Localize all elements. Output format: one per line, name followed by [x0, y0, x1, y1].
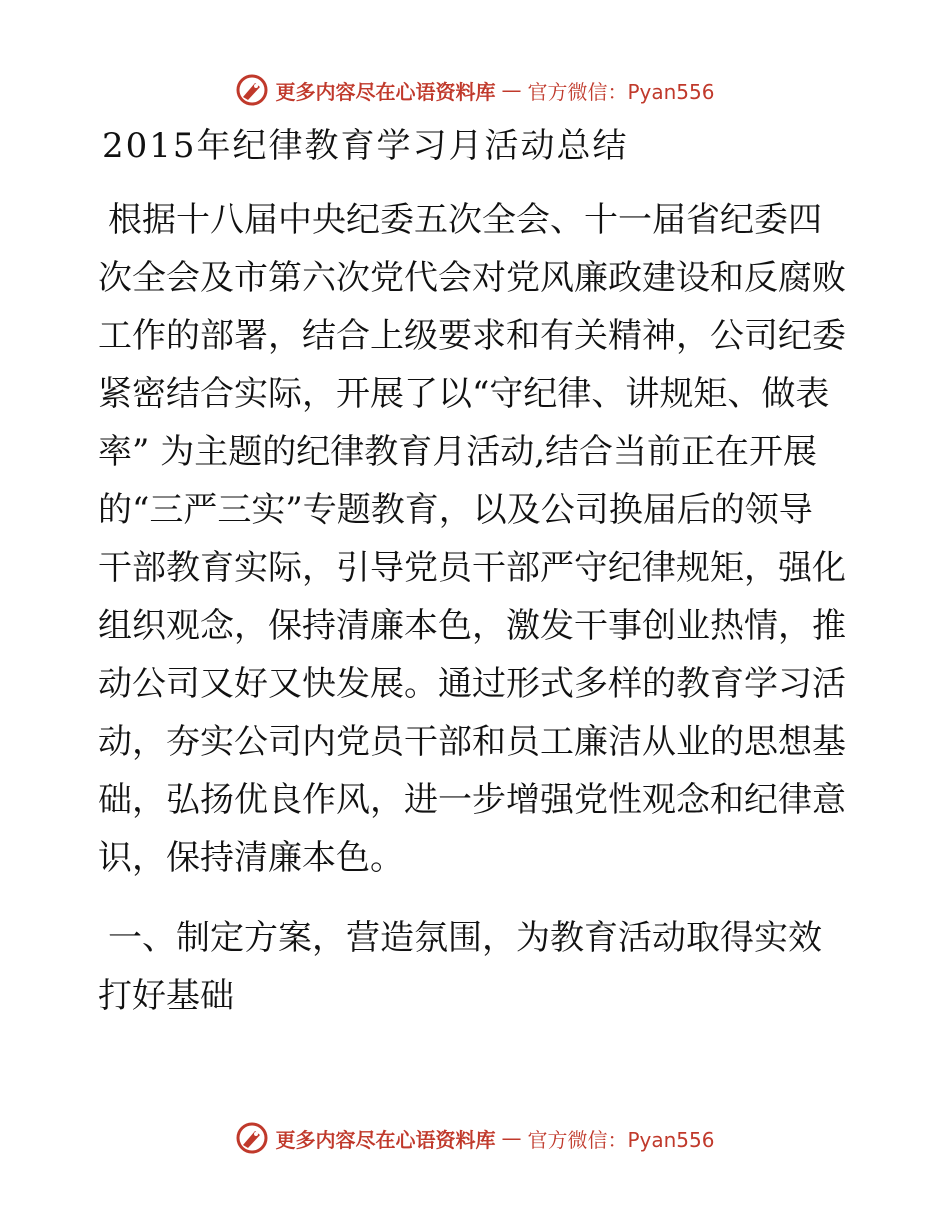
paragraph-line: 工作的部署，结合上级要求和有关精神，公司纪委 [98, 316, 846, 356]
paragraph-line: 干部教育实际，引导党员干部严守纪律规矩，强化 [98, 548, 846, 588]
paragraph-line: 的“三严三实”专题教育，以及公司换届后的领导 [98, 490, 813, 530]
paragraph-line: 根据十八届中央纪委五次全会、十一届省纪委四 [108, 200, 822, 240]
footer-banner-inner [235, 1121, 714, 1155]
document-title: 2015年纪律教育学习月活动总结 [102, 126, 629, 166]
paragraph-line: 动，夯实公司内党员干部和员工廉洁从业的思想基 [98, 722, 846, 762]
header-banner-inner [235, 73, 714, 107]
section-heading-line: 一、制定方案，营造氛围，为教育活动取得实效 [108, 918, 822, 958]
paragraph-line: 率” 为主题的纪律教育月活动,结合当前正在开展 [98, 432, 817, 472]
paragraph-line: 础，弘扬优良作风，进一步增强党性观念和纪律意 [98, 780, 846, 820]
footer-banner-contact: 官方微信：Pyan556 [527, 1127, 715, 1152]
paragraph-line: 动公司又好又快发展。通过形式多样的教育学习活 [98, 664, 846, 704]
paragraph-line: 组织观念，保持清廉本色，激发干事创业热情，推 [98, 606, 846, 646]
paragraph-line: 识，保持清廉本色。 [98, 838, 404, 878]
pen-nib-icon [235, 73, 269, 107]
pen-nib-icon [235, 1121, 269, 1155]
header-banner-separator: — [501, 78, 522, 102]
section-heading-line: 打好基础 [98, 976, 234, 1016]
header-banner-contact: 官方微信：Pyan556 [527, 79, 715, 104]
footer-banner [0, 1118, 950, 1158]
paragraph-line: 次全会及市第六次党代会对党风廉政建设和反腐败 [98, 258, 846, 298]
header-banner-text: 更多内容尽在心语资料库 [275, 79, 496, 104]
footer-banner-text: 更多内容尽在心语资料库 [275, 1127, 496, 1152]
header-banner [0, 70, 950, 110]
paragraph-line: 紧密结合实际，开展了以“守纪律、讲规矩、做表 [98, 374, 830, 414]
footer-banner-separator: — [501, 1126, 522, 1150]
